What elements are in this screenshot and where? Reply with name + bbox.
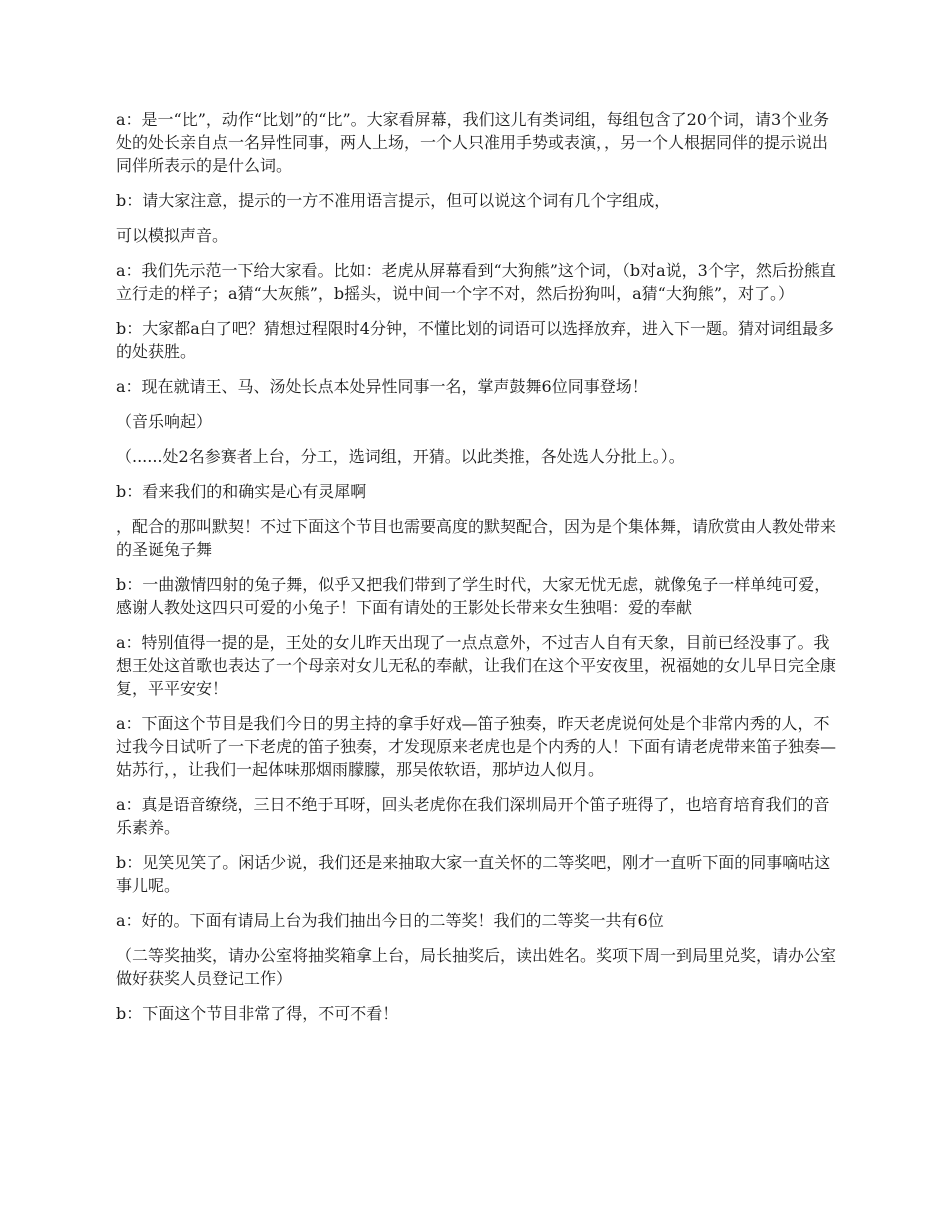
paragraph: 可以模拟声音。 — [116, 226, 229, 245]
paragraph: a：真是语音缭绕，三日不绝于耳呀，回头老虎你在我们深圳局开个笛子班得了，也培育培育我们的音乐素养。 — [116, 795, 830, 837]
paragraph: a：现在就请王、马、汤处长点本处异性同事一名，掌声鼓舞6位同事登场！ — [116, 377, 648, 396]
paragraph: a：下面这个节目是我们今日的男主持的拿手好戏—笛子独奏，昨天老虎说何处是个非常内秀的人，不过我今日试听了一下老虎的笛子独奏，才发现原来老虎也是个内秀的人！下面有请老虎带来笛子独奏—姑苏行，，让我们一起体味那烟雨朦朦，那吴侬软语，那垆边人似月。 — [116, 714, 837, 779]
paragraph: a：我们先示范一下给大家看。比如：老虎从屏幕看到“大狗熊”这个词，（b对a说，3个字，然后扮熊直立行走的样子；a猜“大灰熊”，b摇头，说中间一个字不对，然后扮狗叫，a猜“大狗熊”，对了。） — [116, 261, 836, 303]
paragraph: （......处2名参赛者上台，分工，选词组，开猜。以此类推，各处选人分批上。）。 — [116, 447, 685, 466]
paragraph: b：请大家注意，提示的一方不准用语言提示，但可以说这个词有几个字组成， — [116, 191, 671, 210]
paragraph: b：见笑见笑了。闲话少说，我们还是来抽取大家一直关怀的二等奖吧，刚才一直听下面的同事嘀咕这事儿呢。 — [116, 853, 831, 895]
paragraph: ，配合的那叫默契！不过下面这个节目也需要高度的默契配合，因为是个集体舞，请欣赏由人教处带来的圣诞兔子舞 — [116, 517, 837, 559]
paragraph: b：看来我们的和确实是心有灵犀啊 — [116, 482, 367, 501]
paragraph: a：好的。下面有请局上台为我们抽出今日的二等奖！我们的二等奖一共有6位 — [116, 911, 664, 930]
paragraph: a：是一“比”，动作“比划”的“比”。大家看屏幕，我们这儿有类词组，每组包含了20个词，请3个业务处的处长亲自点一名异性同事，两人上场，一个人只准用手势或表演，，另一个人根据同伴的提示说出同伴所表示的是什么词。 — [116, 110, 830, 175]
paragraph: b：下面这个节目非常了得，不可不看！ — [116, 1004, 399, 1023]
paragraph: （音乐响起） — [116, 412, 213, 431]
paragraph: a：特别值得一提的是，王处的女儿昨天出现了一点点意外，不过吉人自有天象，目前已经没事了。我想王处这首歌也表达了一个母亲对女儿无私的奉献，让我们在这个平安夜里，祝福她的女儿早日完全康复，平平安安！ — [116, 633, 837, 698]
document-body — [116, 108, 836, 1037]
paragraph: b：一曲激情四射的兔子舞，似乎又把我们带到了学生时代，大家无忧无虑，就像兔子一样单纯可爱，感谢人教处这四只可爱的小兔子！下面有请处的王影处长带来女生独唱：爱的奉献 — [116, 575, 831, 617]
paragraph: （二等奖抽奖，请办公室将抽奖箱拿上台，局长抽奖后，读出姓名。奖项下周一到局里兑奖，请办公室做好获奖人员登记工作） — [116, 946, 837, 988]
paragraph: b：大家都a白了吧？猜想过程限时4分钟，不懂比划的词语可以选择放弃，进入下一题。猜对词组最多的处获胜。 — [116, 319, 834, 361]
